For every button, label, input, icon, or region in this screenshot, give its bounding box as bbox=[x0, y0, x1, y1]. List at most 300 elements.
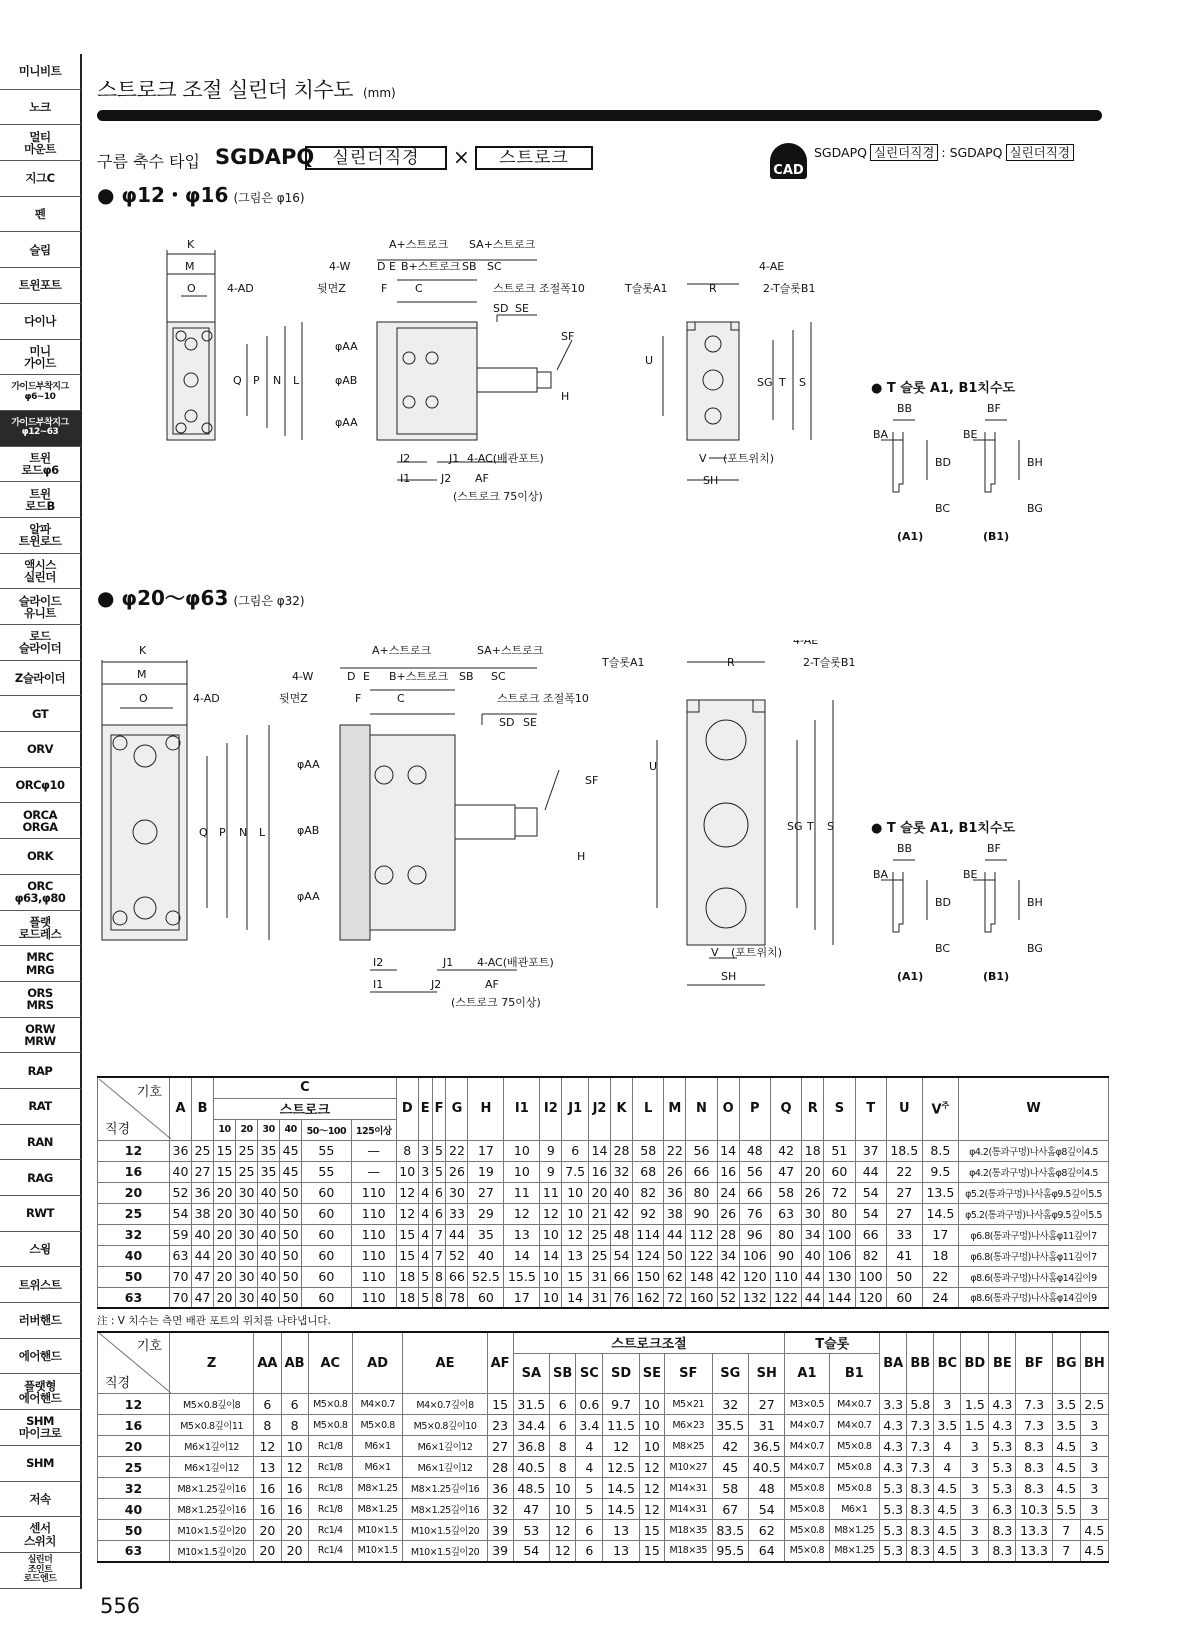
sidebar-item[interactable]: 슬라이드 유니트 bbox=[0, 589, 82, 625]
table-cell: 33 bbox=[886, 1224, 922, 1245]
col-subheader: B1 bbox=[829, 1353, 880, 1394]
table-cell: M5×21 bbox=[664, 1394, 712, 1415]
table-cell: M4×0.7 bbox=[785, 1415, 829, 1436]
table-cell: 60 bbox=[302, 1245, 352, 1266]
svg-text:BA: BA bbox=[873, 428, 889, 441]
table-cell: 20 bbox=[98, 1436, 170, 1457]
svg-text:스트로크 조절폭10: 스트로크 조절폭10 bbox=[497, 692, 589, 705]
sidebar-item[interactable]: 트윈 로드φ6 bbox=[0, 447, 82, 483]
svg-text:SH: SH bbox=[721, 970, 737, 983]
table-cell: M14×31 bbox=[664, 1478, 712, 1499]
table-cell: 12 bbox=[281, 1457, 308, 1478]
table-cell: 1.5 bbox=[961, 1415, 989, 1436]
table-cell: M14×31 bbox=[664, 1499, 712, 1520]
table-cell: M4×0.7 bbox=[785, 1457, 829, 1478]
table-cell: M8×1.25 bbox=[829, 1520, 880, 1541]
table-cell: 8 bbox=[254, 1415, 281, 1436]
table-cell: 4 bbox=[418, 1203, 432, 1224]
sidebar-item[interactable]: RAN bbox=[0, 1125, 82, 1161]
table-cell: M10×1.5깊이20 bbox=[403, 1520, 487, 1541]
svg-text:Q: Q bbox=[199, 826, 208, 839]
table-cell: 16 bbox=[281, 1499, 308, 1520]
table-cell: 22 bbox=[886, 1161, 922, 1182]
table-cell: 11.5 bbox=[603, 1415, 639, 1436]
col-header: I2 bbox=[540, 1077, 562, 1140]
table-cell: 31 bbox=[589, 1287, 611, 1308]
table-cell: 10 bbox=[504, 1161, 540, 1182]
table-cell: 122 bbox=[770, 1287, 801, 1308]
table-cell: 76 bbox=[739, 1203, 770, 1224]
svg-text:J1: J1 bbox=[449, 452, 460, 465]
main-content bbox=[97, 74, 1102, 208]
col-subheader: SE bbox=[639, 1353, 664, 1394]
table-cell: 54 bbox=[748, 1499, 784, 1520]
table-cell: 30 bbox=[236, 1182, 258, 1203]
table-cell: 14 bbox=[504, 1245, 540, 1266]
col-header: H bbox=[468, 1077, 504, 1140]
svg-text:N: N bbox=[239, 826, 248, 839]
svg-text:2-T슬롯B1: 2-T슬롯B1 bbox=[763, 282, 816, 295]
table-cell: Rc1/8 bbox=[308, 1478, 352, 1499]
table-cell: 25 bbox=[236, 1161, 258, 1182]
table-cell: 38 bbox=[664, 1203, 686, 1224]
table-cell: 40.5 bbox=[513, 1457, 549, 1478]
table-cell: 8.3 bbox=[1016, 1457, 1052, 1478]
svg-text:φAA: φAA bbox=[297, 758, 320, 771]
table-cell: 24 bbox=[717, 1182, 739, 1203]
sidebar-item[interactable]: 로드 슬라이더 bbox=[0, 625, 82, 661]
table-cell: 14.5 bbox=[922, 1203, 958, 1224]
table-cell: 9 bbox=[540, 1140, 562, 1161]
table-cell: 6 bbox=[576, 1541, 603, 1562]
table-cell: 20 bbox=[214, 1182, 236, 1203]
table-cell: 4.3 bbox=[880, 1415, 907, 1436]
stroke-header: 125이상 bbox=[351, 1119, 396, 1140]
table-cell: M8×1.25깊이16 bbox=[170, 1499, 254, 1520]
table-cell: 28 bbox=[487, 1457, 513, 1478]
table-cell: 17 bbox=[468, 1140, 504, 1161]
table-cell: M5×0.8 bbox=[829, 1478, 880, 1499]
sidebar-item[interactable]: RAG bbox=[0, 1160, 82, 1196]
sidebar-item[interactable]: ORW MRW bbox=[0, 1018, 82, 1054]
dimension-table-2 bbox=[97, 1331, 1109, 1563]
sidebar-item[interactable]: ORS MRS bbox=[0, 982, 82, 1018]
table-cell: 6 bbox=[281, 1394, 308, 1415]
svg-text:SC: SC bbox=[487, 260, 502, 273]
col-header: O bbox=[717, 1077, 739, 1140]
table-cell: M4×0.7 bbox=[785, 1436, 829, 1457]
table-cell: 70 bbox=[170, 1266, 192, 1287]
table-cell: M10×1.5깊이20 bbox=[170, 1541, 254, 1562]
table-cell: 38 bbox=[192, 1203, 214, 1224]
table-cell: 13.5 bbox=[922, 1182, 958, 1203]
sidebar-item[interactable]: SHM 마이크로 bbox=[0, 1410, 82, 1446]
svg-text:L: L bbox=[259, 826, 266, 839]
table-cell: 15 bbox=[214, 1140, 236, 1161]
col-header: AD bbox=[352, 1332, 403, 1394]
sidebar-item[interactable]: 에어핸드 bbox=[0, 1339, 82, 1375]
table-cell: 8.3 bbox=[989, 1520, 1016, 1541]
table-cell: 48.5 bbox=[513, 1478, 549, 1499]
table-cell: 40 bbox=[258, 1287, 280, 1308]
svg-text:M: M bbox=[137, 668, 147, 681]
table-cell: M5×0.8 bbox=[829, 1436, 880, 1457]
table-cell: 63 bbox=[98, 1287, 170, 1308]
svg-text:U: U bbox=[645, 354, 654, 367]
table-cell: 58 bbox=[712, 1478, 748, 1499]
table-cell: 5 bbox=[432, 1161, 446, 1182]
sidebar-item[interactable]: 미니비트 bbox=[0, 54, 82, 90]
table-cell: 13 bbox=[504, 1224, 540, 1245]
table-cell: 20 bbox=[98, 1182, 170, 1203]
table-cell: 100 bbox=[855, 1266, 886, 1287]
table-cell: 50 bbox=[280, 1245, 302, 1266]
sidebar-item[interactable]: 가이드부착지그 φ12~63 bbox=[0, 411, 82, 447]
table-cell: 47 bbox=[192, 1287, 214, 1308]
table-cell: M5×0.8깊이11 bbox=[170, 1415, 254, 1436]
table-cell: 20 bbox=[214, 1245, 236, 1266]
col-header: J2 bbox=[589, 1077, 611, 1140]
table-cell: 20 bbox=[281, 1520, 308, 1541]
table-row bbox=[98, 1436, 1109, 1457]
table-cell: 56 bbox=[686, 1140, 717, 1161]
svg-text:BE: BE bbox=[963, 428, 978, 441]
table-cell: 67 bbox=[712, 1499, 748, 1520]
table-cell: 16 bbox=[589, 1161, 611, 1182]
svg-text:SE: SE bbox=[515, 302, 529, 315]
svg-text:BF: BF bbox=[987, 842, 1001, 855]
table-cell: 48 bbox=[611, 1224, 633, 1245]
table-cell: 53 bbox=[513, 1520, 549, 1541]
table-cell: 15 bbox=[639, 1541, 664, 1562]
table-cell: φ5.2(통과구멍)나사홈φ9.5깊이5.5 bbox=[959, 1182, 1109, 1203]
sidebar-item[interactable]: ORCφ10 bbox=[0, 768, 82, 804]
table-cell: M8×1.25깊이16 bbox=[403, 1499, 487, 1520]
svg-text:BB: BB bbox=[897, 842, 913, 855]
col-header: J1 bbox=[562, 1077, 589, 1140]
table-cell: 50 bbox=[280, 1203, 302, 1224]
table-cell: 7.3 bbox=[1016, 1394, 1052, 1415]
table-cell: 3.5 bbox=[1052, 1415, 1080, 1436]
table-cell: — bbox=[351, 1140, 396, 1161]
sidebar-item[interactable]: 펜 bbox=[0, 197, 82, 233]
table-cell: 12 bbox=[562, 1224, 589, 1245]
svg-text:L: L bbox=[293, 374, 300, 387]
table-cell: 44 bbox=[802, 1287, 824, 1308]
col-header: BD bbox=[961, 1332, 989, 1394]
col-header: G bbox=[446, 1077, 468, 1140]
svg-text:T: T bbox=[779, 376, 786, 389]
svg-text:SC: SC bbox=[491, 670, 506, 683]
table-cell: 20 bbox=[214, 1266, 236, 1287]
table-cell: 20 bbox=[214, 1287, 236, 1308]
table-cell: 35.5 bbox=[712, 1415, 748, 1436]
sidebar-item[interactable]: 멀티 마운트 bbox=[0, 125, 82, 161]
table-cell: 82 bbox=[855, 1245, 886, 1266]
svg-text:E: E bbox=[389, 260, 396, 273]
svg-text:φAB: φAB bbox=[297, 824, 320, 837]
sidebar-item[interactable]: 트윈 로드B bbox=[0, 482, 82, 518]
table-cell: 63 bbox=[770, 1203, 801, 1224]
table-cell: 8 bbox=[550, 1457, 576, 1478]
sidebar-item[interactable]: 지그C bbox=[0, 161, 82, 197]
svg-text:O: O bbox=[187, 282, 196, 295]
table-cell: 9.7 bbox=[603, 1394, 639, 1415]
sidebar-item[interactable]: RAT bbox=[0, 1089, 82, 1125]
table-cell: 18 bbox=[396, 1287, 418, 1308]
table-cell: M5×0.8 bbox=[352, 1415, 403, 1436]
table-cell: 7.3 bbox=[907, 1415, 934, 1436]
table-cell: 36 bbox=[664, 1182, 686, 1203]
table-cell: 62 bbox=[748, 1520, 784, 1541]
table-cell: 3 bbox=[934, 1394, 961, 1415]
table-cell: 2.5 bbox=[1080, 1394, 1108, 1415]
table-cell: 5 bbox=[576, 1499, 603, 1520]
sidebar-item[interactable]: 가이드부착지그 φ6~10 bbox=[0, 375, 82, 411]
svg-text:J1: J1 bbox=[443, 956, 454, 969]
table-cell: 76 bbox=[611, 1287, 633, 1308]
sidebar-item[interactable]: 실린더 조인트 로드엔드 bbox=[0, 1553, 82, 1589]
table-cell: 12 bbox=[603, 1436, 639, 1457]
sidebar-item[interactable]: 러버핸드 bbox=[0, 1303, 82, 1339]
table-cell: 8 bbox=[281, 1415, 308, 1436]
col-subheader: A1 bbox=[785, 1353, 829, 1394]
table-cell: 114 bbox=[633, 1224, 664, 1245]
dimension-table-1 bbox=[97, 1076, 1109, 1328]
svg-text:BB: BB bbox=[897, 402, 913, 415]
col-subheader: SD bbox=[603, 1353, 639, 1394]
title-rule bbox=[97, 110, 1102, 121]
table-cell: M5×0.8 bbox=[785, 1478, 829, 1499]
table-cell: M5×0.8 bbox=[308, 1415, 352, 1436]
table-cell: 10 bbox=[562, 1182, 589, 1203]
sidebar-item[interactable]: 저속 bbox=[0, 1482, 82, 1518]
table-cell: 3 bbox=[961, 1499, 989, 1520]
svg-text:K: K bbox=[139, 644, 147, 657]
table-cell: 54 bbox=[855, 1182, 886, 1203]
sidebar-item[interactable]: 미니 가이드 bbox=[0, 340, 82, 376]
table-cell: 44 bbox=[192, 1245, 214, 1266]
table-cell: 80 bbox=[824, 1203, 855, 1224]
svg-text:BE: BE bbox=[963, 868, 978, 881]
table-cell: 3 bbox=[1080, 1457, 1108, 1478]
table-cell: 60 bbox=[302, 1203, 352, 1224]
sidebar-item[interactable]: 액시스 실린더 bbox=[0, 554, 82, 590]
table-row bbox=[98, 1224, 1109, 1245]
table-row bbox=[98, 1245, 1109, 1266]
sidebar-item[interactable]: 트위스트 bbox=[0, 1267, 82, 1303]
table-cell: φ8.6(통과구멍)나사홈φ14깊이9 bbox=[959, 1287, 1109, 1308]
table-cell: 36.8 bbox=[513, 1436, 549, 1457]
table-cell: M8×25 bbox=[664, 1436, 712, 1457]
sidebar-item[interactable]: 플랫 로드레스 bbox=[0, 911, 82, 947]
table-cell: 15 bbox=[214, 1161, 236, 1182]
table-cell: 7 bbox=[432, 1245, 446, 1266]
table-cell: 12 bbox=[550, 1520, 576, 1541]
table-cell: 3 bbox=[961, 1436, 989, 1457]
table-cell: 25 bbox=[589, 1224, 611, 1245]
table-cell: 24 bbox=[922, 1287, 958, 1308]
svg-text:D: D bbox=[377, 260, 386, 273]
col-header: I1 bbox=[504, 1077, 540, 1140]
table-cell: 5 bbox=[418, 1287, 432, 1308]
table-cell: 82 bbox=[633, 1182, 664, 1203]
sidebar-item[interactable]: 센서 스위치 bbox=[0, 1517, 82, 1553]
svg-text:뒷면Z: 뒷면Z bbox=[279, 692, 308, 705]
svg-text:● T 슬롯 A1, B1치수도: ● T 슬롯 A1, B1치수도 bbox=[871, 381, 1016, 396]
sidebar-item[interactable]: ORC φ63,φ80 bbox=[0, 875, 82, 911]
svg-text:SD: SD bbox=[493, 302, 509, 315]
table-cell: 5 bbox=[418, 1266, 432, 1287]
table-cell: 40.5 bbox=[748, 1457, 784, 1478]
table-cell: 90 bbox=[770, 1245, 801, 1266]
sidebar-item[interactable]: MRC MRG bbox=[0, 946, 82, 982]
sidebar-item[interactable]: 다이나 bbox=[0, 304, 82, 340]
sidebar-item[interactable]: 알파 트윈로드 bbox=[0, 518, 82, 554]
table-cell: 20 bbox=[254, 1541, 281, 1562]
table-cell: Rc1/4 bbox=[308, 1520, 352, 1541]
sidebar-nav bbox=[0, 54, 82, 1589]
table-cell: 112 bbox=[686, 1224, 717, 1245]
table-cell: 60 bbox=[302, 1287, 352, 1308]
table-row bbox=[98, 1287, 1109, 1308]
table-cell: 17 bbox=[922, 1224, 958, 1245]
table-cell: 20 bbox=[254, 1520, 281, 1541]
table-cell: 36 bbox=[192, 1182, 214, 1203]
table-cell: 6 bbox=[254, 1394, 281, 1415]
table-cell: M4×0.7깊이8 bbox=[403, 1394, 487, 1415]
table-cell: 12 bbox=[639, 1457, 664, 1478]
table-cell: 36 bbox=[487, 1478, 513, 1499]
col-header: F bbox=[432, 1077, 446, 1140]
table-cell: 13.3 bbox=[1016, 1520, 1052, 1541]
table-cell: 13 bbox=[562, 1245, 589, 1266]
table-cell: 110 bbox=[351, 1203, 396, 1224]
table-cell: 3 bbox=[961, 1457, 989, 1478]
col-header: Z bbox=[170, 1332, 254, 1394]
table-cell: 52.5 bbox=[468, 1266, 504, 1287]
table-cell: 42 bbox=[717, 1266, 739, 1287]
table-cell: 16 bbox=[98, 1161, 170, 1182]
table-cell: 20 bbox=[214, 1203, 236, 1224]
svg-text:(스트로크 75이상): (스트로크 75이상) bbox=[453, 490, 543, 503]
svg-text:4-W: 4-W bbox=[292, 670, 314, 683]
table-cell: 36 bbox=[170, 1140, 192, 1161]
table-cell: 27 bbox=[468, 1182, 504, 1203]
table-row bbox=[98, 1415, 1109, 1436]
table-cell: 68 bbox=[633, 1161, 664, 1182]
table-cell: 10 bbox=[550, 1478, 576, 1499]
sidebar-item[interactable]: RWT bbox=[0, 1196, 82, 1232]
col-header: W bbox=[959, 1077, 1109, 1140]
table-cell: 19 bbox=[468, 1161, 504, 1182]
col-subheader: SA bbox=[513, 1353, 549, 1394]
table-cell: 6 bbox=[550, 1415, 576, 1436]
table-cell: 39 bbox=[487, 1520, 513, 1541]
svg-text:H: H bbox=[577, 850, 586, 863]
table-cell: M4×0.7 bbox=[352, 1394, 403, 1415]
svg-text:4-AD: 4-AD bbox=[193, 692, 220, 705]
svg-text:AF: AF bbox=[485, 978, 499, 991]
table-row bbox=[98, 1478, 1109, 1499]
cad-icon[interactable]: CAD bbox=[770, 143, 807, 179]
sidebar-item[interactable]: GT bbox=[0, 696, 82, 732]
table-cell: 5.3 bbox=[880, 1478, 907, 1499]
table-cell: 32 bbox=[487, 1499, 513, 1520]
table-cell: 16 bbox=[254, 1499, 281, 1520]
col-header: U bbox=[886, 1077, 922, 1140]
table-cell: 4.5 bbox=[1080, 1541, 1108, 1562]
sidebar-item[interactable]: ORK bbox=[0, 839, 82, 875]
table-cell: 10 bbox=[540, 1266, 562, 1287]
table-cell: 100 bbox=[824, 1224, 855, 1245]
table-cell: 34 bbox=[717, 1245, 739, 1266]
table-cell: 10.3 bbox=[1016, 1499, 1052, 1520]
table-cell: 33 bbox=[446, 1203, 468, 1224]
svg-text:(B1): (B1) bbox=[983, 970, 1010, 983]
table-cell: 50 bbox=[280, 1287, 302, 1308]
svg-text:(B1): (B1) bbox=[983, 530, 1010, 543]
svg-text:B+스트로크: B+스트로크 bbox=[401, 260, 461, 273]
col-header: C bbox=[214, 1077, 397, 1098]
table-row bbox=[98, 1394, 1109, 1415]
table-cell: 83.5 bbox=[712, 1520, 748, 1541]
table-cell: 44 bbox=[855, 1161, 886, 1182]
table-cell: 8.3 bbox=[907, 1541, 934, 1562]
table-cell: 28 bbox=[717, 1224, 739, 1245]
sidebar-item[interactable]: ORCA ORGA bbox=[0, 803, 82, 839]
sidebar-item[interactable]: Z슬라이더 bbox=[0, 661, 82, 697]
table-corner: 기호 직경 bbox=[98, 1332, 170, 1394]
sidebar-item[interactable]: SHM bbox=[0, 1446, 82, 1482]
svg-text:φAB: φAB bbox=[335, 374, 358, 387]
table-cell: 27 bbox=[886, 1182, 922, 1203]
svg-text:4-AC(배관포트): 4-AC(배관포트) bbox=[477, 956, 554, 969]
col-subheader: SH bbox=[748, 1353, 784, 1394]
svg-text:4-AE: 4-AE bbox=[759, 260, 785, 273]
table-cell: 30 bbox=[236, 1266, 258, 1287]
table-cell: 5.3 bbox=[989, 1478, 1016, 1499]
table-cell: 4 bbox=[934, 1457, 961, 1478]
table-row bbox=[98, 1161, 1109, 1182]
table-cell: 15 bbox=[562, 1266, 589, 1287]
sidebar-item[interactable]: 플랫형 에어핸드 bbox=[0, 1374, 82, 1410]
table-cell: 4.5 bbox=[934, 1478, 961, 1499]
table-note: 注 : V 치수는 측면 배관 포트의 위치를 나타냅니다. bbox=[97, 1315, 331, 1327]
table-cell: 40 bbox=[192, 1224, 214, 1245]
table-cell: M5×0.8 bbox=[785, 1499, 829, 1520]
sidebar-item[interactable]: 노크 bbox=[0, 90, 82, 126]
sidebar-item[interactable]: RAP bbox=[0, 1053, 82, 1089]
table-cell: 30 bbox=[802, 1203, 824, 1224]
table-cell: 20 bbox=[214, 1224, 236, 1245]
sidebar-item[interactable]: 트윈포트 bbox=[0, 268, 82, 304]
table-cell: 34 bbox=[802, 1224, 824, 1245]
col-header: E bbox=[418, 1077, 432, 1140]
svg-text:S: S bbox=[827, 820, 834, 833]
table-cell: 25 bbox=[236, 1140, 258, 1161]
table-cell: 30 bbox=[236, 1224, 258, 1245]
sidebar-item[interactable]: 슬림 bbox=[0, 232, 82, 268]
table-cell: 45 bbox=[712, 1457, 748, 1478]
table-cell: 72 bbox=[824, 1182, 855, 1203]
sidebar-item[interactable]: 스윙 bbox=[0, 1232, 82, 1268]
stroke-header: 10 bbox=[214, 1119, 236, 1140]
table-cell: 50 bbox=[98, 1266, 170, 1287]
table-cell: 4.3 bbox=[880, 1457, 907, 1478]
sidebar-item[interactable]: ORV bbox=[0, 732, 82, 768]
svg-text:SG: SG bbox=[787, 820, 803, 833]
